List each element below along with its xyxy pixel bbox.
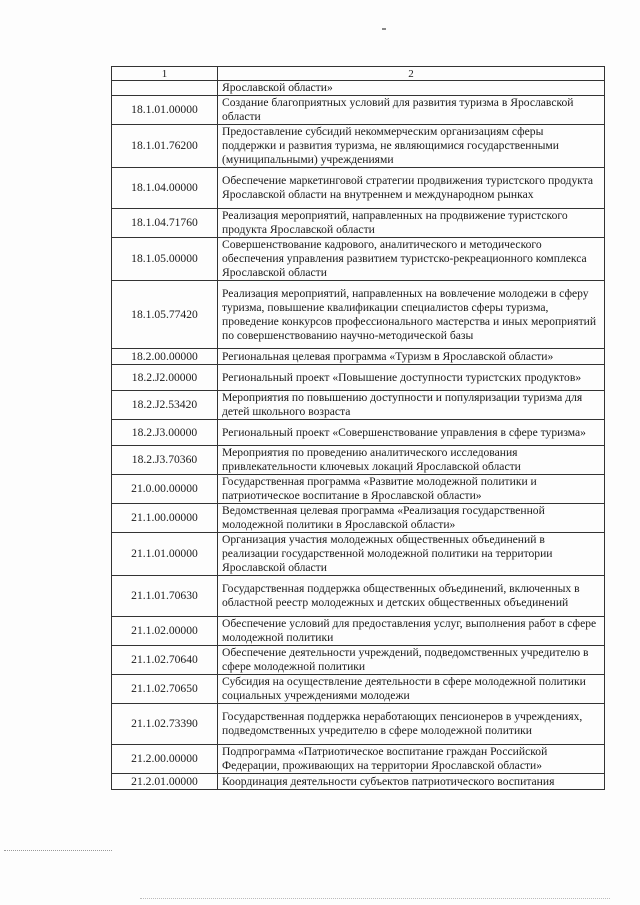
row-description: Организация участия молодежных общественных объединений в реализации государственной молодежной политики на территории Ярославской области — [218, 533, 605, 576]
row-code: 18.1.05.00000 — [112, 238, 218, 281]
table-row — [112, 475, 605, 504]
table-row — [112, 446, 605, 475]
row-code: 18.2.J3.00000 — [112, 420, 218, 446]
table-row — [112, 745, 605, 774]
row-description: Субсидия на осуществление деятельности в сфере молодежной политики социальных учреждениями молодежи — [218, 675, 605, 704]
table-row — [112, 576, 605, 617]
row-description: Ярославской области» — [218, 81, 605, 96]
row-description: Ведомственная целевая программа «Реализация государственной молодежной политики в Ярославской области» — [218, 504, 605, 533]
row-code: 21.1.01.70630 — [112, 576, 218, 617]
row-code: 18.2.J2.00000 — [112, 365, 218, 391]
row-code: 21.1.02.73390 — [112, 704, 218, 745]
row-code: 18.2.J2.53420 — [112, 391, 218, 420]
row-description: Реализация мероприятий, направленных на продвижение туристского продукта Ярославской области — [218, 209, 605, 238]
row-description: Подпрограмма «Патриотическое воспитание граждан Российской Федерации, проживающих на территории Ярославской области» — [218, 745, 605, 774]
row-description: Государственная поддержка неработающих пенсионеров в учреждениях, подведомственных учредителю в сфере молодежной политики — [218, 704, 605, 745]
table-row — [112, 81, 605, 96]
row-code: 18.1.04.71760 — [112, 209, 218, 238]
row-code: 18.1.01.00000 — [112, 96, 218, 125]
row-description: Государственная поддержка общественных объединений, включенных в областной реестр молодежных и детских общественных объединений — [218, 576, 605, 617]
row-code: 21.1.01.00000 — [112, 533, 218, 576]
row-code: 21.1.00.00000 — [112, 504, 218, 533]
row-description: Предоставление субсидий некоммерческим организациям сферы поддержки и развития туризма, не являющимися государственными (муниципальными) учреждениями — [218, 125, 605, 168]
row-description: Совершенствование кадрового, аналитического и методического обеспечения управления развитием туристско-рекреационного комплекса Ярославской области — [218, 238, 605, 281]
row-description: Мероприятия по повышению доступности и популяризации туризма для детей школьного возраста — [218, 391, 605, 420]
row-description: Создание благоприятных условий для развития туризма в Ярославской области — [218, 96, 605, 125]
column-header-1: 1 — [112, 67, 218, 81]
row-code: 18.1.01.76200 — [112, 125, 218, 168]
table-row — [112, 168, 605, 209]
row-code: 21.1.02.70650 — [112, 675, 218, 704]
row-description: Координация деятельности субъектов патриотического воспитания — [218, 774, 605, 790]
table-row — [112, 238, 605, 281]
row-code: 21.1.02.00000 — [112, 617, 218, 646]
table-row — [112, 96, 605, 125]
table-row — [112, 281, 605, 349]
table-row — [112, 391, 605, 420]
table-header-row — [112, 67, 605, 81]
table-row — [112, 420, 605, 446]
row-code: 21.1.02.70640 — [112, 646, 218, 675]
row-description: Обеспечение маркетинговой стратегии продвижения туристского продукта Ярославской области на внутреннем и международном рынках — [218, 168, 605, 209]
scan-mark — [382, 28, 386, 30]
table-row — [112, 365, 605, 391]
row-code: 21.0.00.00000 — [112, 475, 218, 504]
row-description: Мероприятия по проведению аналитического исследования привлекательности ключевых локаций Ярославской области — [218, 446, 605, 475]
table-row — [112, 675, 605, 704]
row-code: 18.1.05.77420 — [112, 281, 218, 349]
table-row — [112, 349, 605, 365]
row-description: Обеспечение условий для предоставления услуг, выполнения работ в сфере молодежной политики — [218, 617, 605, 646]
budget-classification-table — [111, 66, 605, 790]
row-description: Обеспечение деятельности учреждений, подведомственных учредителю в сфере молодежной политики — [218, 646, 605, 675]
table-row — [112, 617, 605, 646]
table-row — [112, 209, 605, 238]
row-description: Региональная целевая программа «Туризм в Ярославской области» — [218, 349, 605, 365]
row-description: Реализация мероприятий, направленных на вовлечение молодежи в сферу туризма, повышение квалификации специалистов сферы туризма, проведение конкурсов профессионального мастерства и иных мероприятий по совершенствованию научно-методической базы — [218, 281, 605, 349]
row-code: 21.2.00.00000 — [112, 745, 218, 774]
row-code: 18.1.04.00000 — [112, 168, 218, 209]
table-row — [112, 504, 605, 533]
row-description: Региональный проект «Повышение доступности туристских продуктов» — [218, 365, 605, 391]
row-code: 18.2.J3.70360 — [112, 446, 218, 475]
table-row — [112, 704, 605, 745]
table-row — [112, 533, 605, 576]
table-row — [112, 774, 605, 790]
row-code: 18.2.00.00000 — [112, 349, 218, 365]
row-description: Государственная программа «Развитие молодежной политики и патриотическое воспитание в Ярославской области» — [218, 475, 605, 504]
row-code — [112, 81, 218, 96]
row-description: Региональный проект «Совершенствование управления в сфере туризма» — [218, 420, 605, 446]
column-header-2: 2 — [218, 67, 605, 81]
row-code: 21.2.01.00000 — [112, 774, 218, 790]
scan-noise — [140, 898, 610, 901]
scan-noise — [4, 850, 112, 853]
table-row — [112, 646, 605, 675]
table-row — [112, 125, 605, 168]
